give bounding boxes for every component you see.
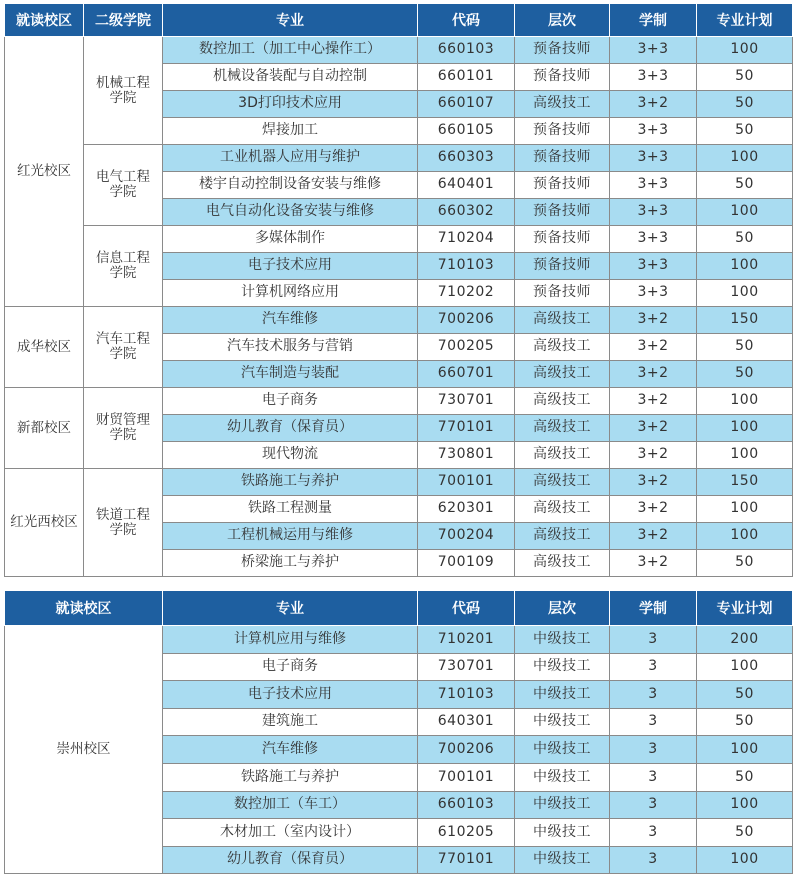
code-cell: 710103 — [418, 681, 515, 709]
level-cell: 高级技工 — [515, 523, 610, 550]
code-cell: 700205 — [418, 334, 515, 361]
major-cell: 电子商务 — [163, 653, 418, 681]
header-cell: 就读校区 — [5, 591, 163, 626]
code-cell: 660105 — [418, 118, 515, 145]
level-cell: 预备技师 — [515, 226, 610, 253]
duration-cell: 3+3 — [610, 145, 697, 172]
level-cell: 高级技工 — [515, 361, 610, 388]
header-cell: 学制 — [610, 591, 697, 626]
code-cell: 710103 — [418, 253, 515, 280]
code-cell: 610205 — [418, 819, 515, 847]
code-cell: 640301 — [418, 708, 515, 736]
plan-cell: 50 — [697, 763, 793, 791]
duration-cell: 3+3 — [610, 280, 697, 307]
major-cell: 3D打印技术应用 — [163, 91, 418, 118]
plan-cell: 50 — [697, 819, 793, 847]
duration-cell: 3+3 — [610, 226, 697, 253]
major-cell: 计算机网络应用 — [163, 280, 418, 307]
header-cell: 就读校区 — [5, 4, 84, 37]
header-cell: 代码 — [418, 4, 515, 37]
header-cell: 专业 — [163, 591, 418, 626]
level-cell: 中级技工 — [515, 708, 610, 736]
plan-cell: 50 — [697, 91, 793, 118]
duration-cell: 3+3 — [610, 199, 697, 226]
level-cell: 高级技工 — [515, 388, 610, 415]
code-cell: 710202 — [418, 280, 515, 307]
level-cell: 中级技工 — [515, 819, 610, 847]
code-cell: 770101 — [418, 846, 515, 874]
table-row — [5, 469, 793, 496]
duration-cell: 3+2 — [610, 334, 697, 361]
plan-cell: 100 — [697, 388, 793, 415]
header-cell: 层次 — [515, 591, 610, 626]
level-cell: 预备技师 — [515, 64, 610, 91]
code-cell: 700109 — [418, 550, 515, 577]
duration-cell: 3 — [610, 846, 697, 874]
duration-cell: 3+3 — [610, 118, 697, 145]
major-cell: 楼宇自动控制设备安装与维修 — [163, 172, 418, 199]
duration-cell: 3 — [610, 736, 697, 764]
duration-cell: 3+3 — [610, 64, 697, 91]
college-cell: 机械工程学院 — [84, 37, 163, 145]
plan-cell: 100 — [697, 280, 793, 307]
duration-cell: 3+2 — [610, 523, 697, 550]
level-cell: 中级技工 — [515, 653, 610, 681]
campus-cell: 红光校区 — [5, 37, 84, 307]
code-cell: 660302 — [418, 199, 515, 226]
duration-cell: 3+2 — [610, 388, 697, 415]
major-cell: 机械设备装配与自动控制 — [163, 64, 418, 91]
plan-cell: 50 — [697, 708, 793, 736]
plan-cell: 50 — [697, 118, 793, 145]
major-cell: 汽车维修 — [163, 307, 418, 334]
duration-cell: 3 — [610, 763, 697, 791]
major-cell: 电子技术应用 — [163, 253, 418, 280]
table-row — [5, 37, 793, 64]
college-cell: 汽车工程学院 — [84, 307, 163, 388]
header-cell: 专业 — [163, 4, 418, 37]
code-cell: 770101 — [418, 415, 515, 442]
level-cell: 中级技工 — [515, 846, 610, 874]
major-cell: 铁路施工与养护 — [163, 469, 418, 496]
code-cell: 660303 — [418, 145, 515, 172]
major-cell: 现代物流 — [163, 442, 418, 469]
code-cell: 700206 — [418, 736, 515, 764]
level-cell: 高级技工 — [515, 469, 610, 496]
major-cell: 铁路工程测量 — [163, 496, 418, 523]
duration-cell: 3+3 — [610, 253, 697, 280]
code-cell: 660107 — [418, 91, 515, 118]
major-cell: 工程机械运用与维修 — [163, 523, 418, 550]
plan-cell: 100 — [697, 415, 793, 442]
level-cell: 高级技工 — [515, 91, 610, 118]
code-cell: 660103 — [418, 37, 515, 64]
code-cell: 730701 — [418, 388, 515, 415]
plan-cell: 100 — [697, 37, 793, 64]
major-cell: 桥梁施工与养护 — [163, 550, 418, 577]
level-cell: 高级技工 — [515, 496, 610, 523]
level-cell: 预备技师 — [515, 37, 610, 64]
code-cell: 710201 — [418, 626, 515, 654]
code-cell: 700101 — [418, 763, 515, 791]
plan-cell: 50 — [697, 64, 793, 91]
major-cell: 焊接加工 — [163, 118, 418, 145]
code-cell: 730701 — [418, 653, 515, 681]
duration-cell: 3+2 — [610, 442, 697, 469]
duration-cell: 3+2 — [610, 469, 697, 496]
plan-cell: 100 — [697, 791, 793, 819]
plan-cell: 150 — [697, 469, 793, 496]
plan-cell: 200 — [697, 626, 793, 654]
plan-cell: 50 — [697, 681, 793, 709]
code-cell: 700206 — [418, 307, 515, 334]
major-cell: 幼儿教育（保育员） — [163, 846, 418, 874]
header-cell: 二级学院 — [84, 4, 163, 37]
plan-cell: 100 — [697, 253, 793, 280]
major-cell: 汽车制造与装配 — [163, 361, 418, 388]
college-cell: 电气工程学院 — [84, 145, 163, 226]
major-cell: 计算机应用与维修 — [163, 626, 418, 654]
level-cell: 高级技工 — [515, 550, 610, 577]
table-row — [5, 307, 793, 334]
header-cell: 层次 — [515, 4, 610, 37]
major-cell: 建筑施工 — [163, 708, 418, 736]
table-row — [5, 388, 793, 415]
plan-cell: 50 — [697, 550, 793, 577]
campus-cell: 成华校区 — [5, 307, 84, 388]
level-cell: 预备技师 — [515, 118, 610, 145]
plan-cell: 100 — [697, 653, 793, 681]
campus-cell: 新都校区 — [5, 388, 84, 469]
duration-cell: 3 — [610, 708, 697, 736]
table-row — [5, 226, 793, 253]
duration-cell: 3 — [610, 681, 697, 709]
header-cell: 学制 — [610, 4, 697, 37]
table-row — [5, 145, 793, 172]
duration-cell: 3 — [610, 653, 697, 681]
code-cell: 660101 — [418, 64, 515, 91]
level-cell: 中级技工 — [515, 626, 610, 654]
campus-cell: 红光西校区 — [5, 469, 84, 577]
level-cell: 预备技师 — [515, 172, 610, 199]
major-cell: 幼儿教育（保育员） — [163, 415, 418, 442]
level-cell: 高级技工 — [515, 442, 610, 469]
plan-cell: 100 — [697, 145, 793, 172]
duration-cell: 3+2 — [610, 361, 697, 388]
duration-cell: 3+2 — [610, 496, 697, 523]
major-cell: 汽车维修 — [163, 736, 418, 764]
code-cell: 730801 — [418, 442, 515, 469]
table-header-row — [5, 4, 793, 37]
table-row — [5, 626, 793, 654]
plan-cell: 100 — [697, 442, 793, 469]
major-cell: 汽车技术服务与营销 — [163, 334, 418, 361]
duration-cell: 3 — [610, 791, 697, 819]
campus-cell: 崇州校区 — [5, 626, 163, 874]
plan-cell: 50 — [697, 361, 793, 388]
plan-cell: 150 — [697, 307, 793, 334]
major-cell: 电气自动化设备安装与维修 — [163, 199, 418, 226]
duration-cell: 3 — [610, 819, 697, 847]
major-cell: 工业机器人应用与维护 — [163, 145, 418, 172]
duration-cell: 3+2 — [610, 550, 697, 577]
code-cell: 660701 — [418, 361, 515, 388]
header-cell: 代码 — [418, 591, 515, 626]
header-cell: 专业计划 — [697, 591, 793, 626]
major-cell: 数控加工（车工） — [163, 791, 418, 819]
college-cell: 信息工程学院 — [84, 226, 163, 307]
major-cell: 铁路施工与养护 — [163, 763, 418, 791]
major-cell: 数控加工（加工中心操作工） — [163, 37, 418, 64]
code-cell: 700101 — [418, 469, 515, 496]
level-cell: 高级技工 — [515, 334, 610, 361]
plan-cell: 100 — [697, 736, 793, 764]
duration-cell: 3+2 — [610, 307, 697, 334]
plan-cell: 100 — [697, 199, 793, 226]
college-cell: 财贸管理学院 — [84, 388, 163, 469]
level-cell: 预备技师 — [515, 253, 610, 280]
plan-cell: 50 — [697, 334, 793, 361]
plan-cell: 50 — [697, 226, 793, 253]
level-cell: 预备技师 — [515, 199, 610, 226]
duration-cell: 3 — [610, 626, 697, 654]
code-cell: 660103 — [418, 791, 515, 819]
code-cell: 700204 — [418, 523, 515, 550]
enrollment-table-chongzhou — [4, 590, 793, 874]
major-cell: 多媒体制作 — [163, 226, 418, 253]
major-cell: 电子技术应用 — [163, 681, 418, 709]
level-cell: 中级技工 — [515, 681, 610, 709]
plan-cell: 50 — [697, 172, 793, 199]
code-cell: 620301 — [418, 496, 515, 523]
plan-cell: 100 — [697, 523, 793, 550]
level-cell: 中级技工 — [515, 791, 610, 819]
plan-cell: 100 — [697, 496, 793, 523]
duration-cell: 3+2 — [610, 91, 697, 118]
level-cell: 高级技工 — [515, 415, 610, 442]
level-cell: 高级技工 — [515, 307, 610, 334]
level-cell: 预备技师 — [515, 145, 610, 172]
major-cell: 电子商务 — [163, 388, 418, 415]
duration-cell: 3+2 — [610, 415, 697, 442]
enrollment-table-main — [4, 3, 793, 577]
duration-cell: 3+3 — [610, 172, 697, 199]
code-cell: 640401 — [418, 172, 515, 199]
table-header-row — [5, 591, 793, 626]
level-cell: 预备技师 — [515, 280, 610, 307]
code-cell: 710204 — [418, 226, 515, 253]
plan-cell: 100 — [697, 846, 793, 874]
duration-cell: 3+3 — [610, 37, 697, 64]
major-cell: 木材加工（室内设计） — [163, 819, 418, 847]
college-cell: 铁道工程学院 — [84, 469, 163, 577]
header-cell: 专业计划 — [697, 4, 793, 37]
level-cell: 中级技工 — [515, 736, 610, 764]
level-cell: 中级技工 — [515, 763, 610, 791]
